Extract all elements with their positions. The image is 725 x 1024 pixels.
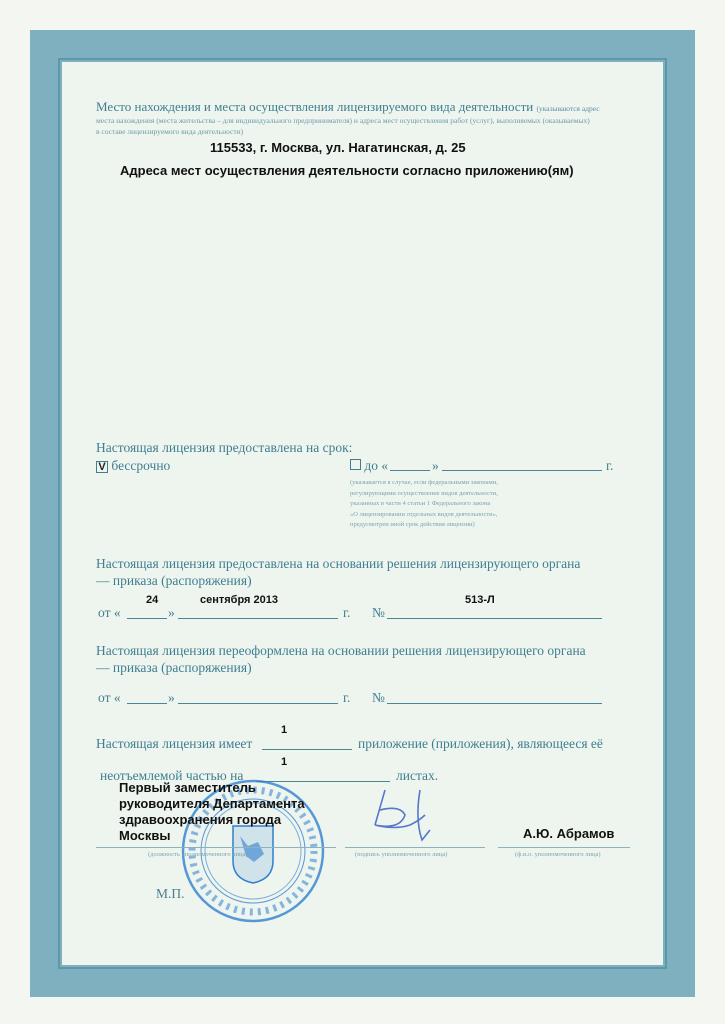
signer-position xyxy=(119,780,305,844)
term-heading: Настоящая лицензия предоставлена на срок: xyxy=(96,440,353,455)
order-number: 513-Л xyxy=(465,594,495,606)
checkbox-indefinite xyxy=(96,458,170,474)
seal-label: М.П. xyxy=(156,886,185,901)
term-note-line: предусмотрен иной срок действия лицензии) xyxy=(350,521,475,528)
appendix-count: 1 xyxy=(281,724,288,736)
until-label: до « xyxy=(364,458,389,473)
term-note-line: «О лицензировании отдельных видов деятельности», xyxy=(350,510,498,518)
label: от « xyxy=(98,690,121,705)
quote: » xyxy=(168,690,175,705)
sheet-count: 1 xyxy=(281,756,288,768)
caption: (ф.и.о. уполномоченного лица) xyxy=(515,851,601,858)
year-suffix: г. xyxy=(343,605,351,620)
term-note-line: (указывается в случае, если федеральными законами, xyxy=(350,479,498,486)
order-month-year: сентября 2013 xyxy=(200,594,278,606)
term-note-line: регулирующими осуществление видов деятельности, xyxy=(350,489,498,497)
quote: » xyxy=(432,458,439,473)
signer-position-line: Москвы xyxy=(119,828,171,843)
basis-line: — приказа (распоряжения) xyxy=(96,573,252,588)
reissue-line: Настоящая лицензия переоформлена на основании решения лицензирующего органа xyxy=(96,643,586,658)
quote: » xyxy=(168,605,175,620)
term-note-line: указанных в части 4 статьи 1 Федерального закона xyxy=(350,500,491,507)
order-day: 24 xyxy=(146,594,159,606)
signer-position-line: здравоохранения города xyxy=(119,812,282,827)
indefinite-label: бессрочно xyxy=(111,458,171,473)
appendix-text: приложение (приложения), являющееся её xyxy=(358,736,603,751)
signer-name: А.Ю. Абрамов xyxy=(523,826,615,841)
location-note-start: (указываются адрес xyxy=(536,104,600,113)
signer-position-line: руководителя Департамента xyxy=(119,796,305,811)
reissue-line: — приказа (распоряжения) xyxy=(96,660,252,675)
label: № xyxy=(372,690,385,705)
checkbox-until xyxy=(350,458,388,474)
checkbox-checked-icon: V xyxy=(96,461,108,473)
caption: (подпись уполномоченного лица) xyxy=(355,851,448,858)
signer-position-line: Первый заместитель xyxy=(119,780,256,795)
location-note: в составе лицензируемого вида деятельности) xyxy=(96,127,244,136)
appendix-text: неотъемлемой частью на xyxy=(100,768,244,783)
year-suffix: г. xyxy=(606,458,614,473)
appendix-text: листах. xyxy=(396,768,439,783)
address: 115533, г. Москва, ул. Нагатинская, д. 25 xyxy=(210,140,466,155)
label: от « xyxy=(98,605,121,620)
location-note: места нахождения (места жительства – для индивидуального предпринимателя) и адреса мест осуществления работ (услуг), выполняемых (оказываемых) xyxy=(96,116,590,125)
location-heading xyxy=(96,99,600,114)
handwritten-signature xyxy=(365,785,445,845)
checkbox-empty-icon xyxy=(350,459,361,470)
caption: (должность уполномоченного лица) xyxy=(148,851,248,858)
year-suffix: г. xyxy=(343,690,351,705)
term-note xyxy=(350,478,498,531)
location-heading-text: Место нахождения и места осуществления лицензируемого вида деятельности xyxy=(96,99,534,114)
basis-line: Настоящая лицензия предоставлена на основании решения лицензирующего органа xyxy=(96,556,581,571)
appendix-text: Настоящая лицензия имеет xyxy=(96,736,253,751)
label: № xyxy=(372,605,385,620)
places-note: Адреса мест осуществления деятельности согласно приложению(ям) xyxy=(120,163,574,178)
